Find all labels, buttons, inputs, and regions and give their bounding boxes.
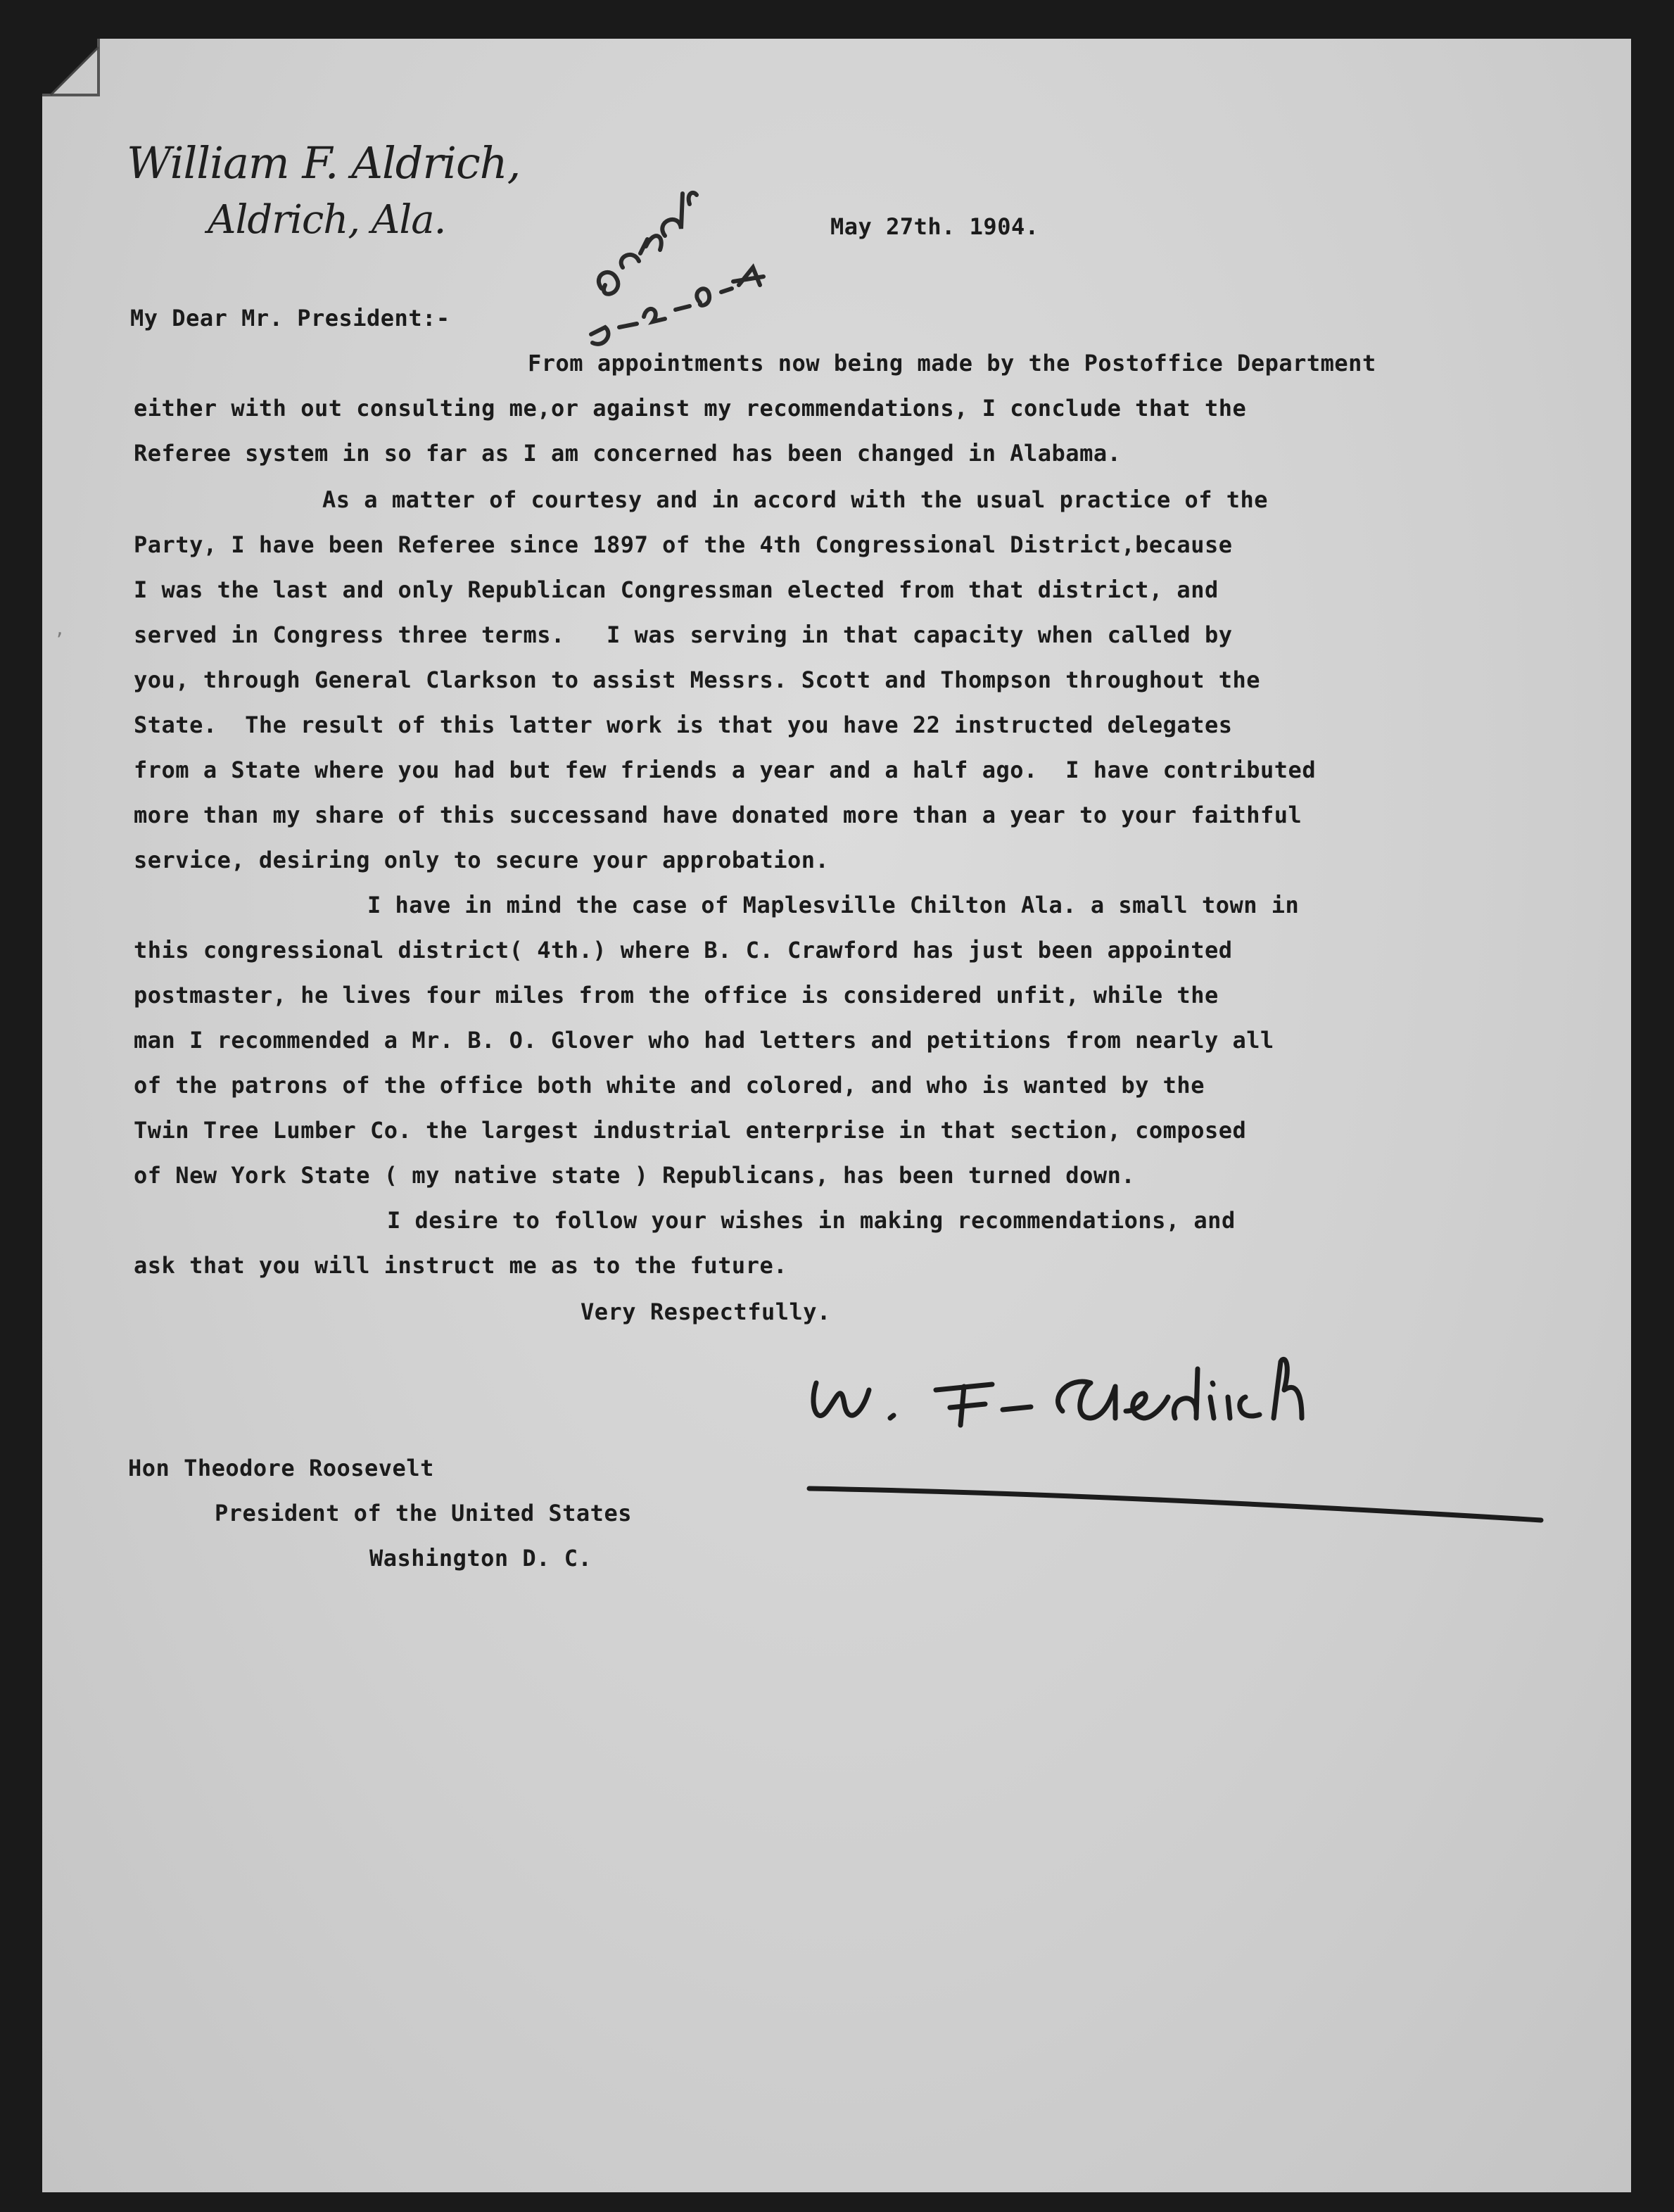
handwritten-notation xyxy=(549,123,788,348)
letterhead-name: William F. Aldrich, xyxy=(127,137,521,189)
salutation: My Dear Mr. President:- xyxy=(130,305,450,331)
addressee-line: President of the United States xyxy=(215,1500,632,1527)
body-line: man I recommended a Mr. B. O. Glover who had letters and petitions from nearly all xyxy=(134,1027,1274,1054)
body-line: From appointments now being made by the Postoffice Department xyxy=(528,350,1376,377)
closing: Very Respectfully. xyxy=(581,1298,831,1325)
addressee-line: Washington D. C. xyxy=(369,1545,592,1572)
body-line: this congressional district( 4th.) where B. C. Crawford has just been appointed xyxy=(134,937,1233,963)
date-line: May 27th. 1904. xyxy=(830,213,1039,240)
body-line: more than my share of this successand have donated more than a year to your faithful xyxy=(134,802,1302,828)
body-line: from a State where you had but few friends a year and a half ago. I have contributed xyxy=(134,757,1317,783)
addressee-line: Hon Theodore Roosevelt xyxy=(128,1455,434,1481)
body-line: ask that you will instruct me as to the future. xyxy=(134,1252,787,1279)
body-line: of New York State ( my native state ) Republicans, has been turned down. xyxy=(134,1162,1136,1189)
body-line: served in Congress three terms. I was serving in that capacity when called by xyxy=(134,621,1233,648)
body-line: State. The result of this latter work is that you have 22 instructed delegates xyxy=(134,712,1233,738)
body-line: Party, I have been Referee since 1897 of the 4th Congressional District,because xyxy=(134,531,1233,558)
body-line: Referee system in so far as I am concerned has been changed in Alabama. xyxy=(134,440,1122,467)
letter-page xyxy=(42,39,1631,2192)
body-line: As a matter of courtesy and in accord with the usual practice of the xyxy=(322,486,1269,513)
body-line: of the patrons of the office both white and colored, and who is wanted by the xyxy=(134,1072,1205,1099)
letterhead-place: Aldrich, Ala. xyxy=(208,197,446,243)
body-line: service, desiring only to secure your approbation. xyxy=(134,847,830,873)
margin-mark: , xyxy=(56,616,63,640)
body-line: postmaster, he lives four miles from the office is considered unfit, while the xyxy=(134,982,1219,1009)
body-line: I have in mind the case of Maplesville Chilton Ala. a small town in xyxy=(367,892,1300,918)
body-line: you, through General Clarkson to assist Messrs. Scott and Thompson throughout the xyxy=(134,666,1261,693)
body-line: I was the last and only Republican Congressman elected from that district, and xyxy=(134,576,1219,603)
handwritten-signature xyxy=(760,1320,1604,1531)
folded-corner xyxy=(42,39,106,102)
body-line: either with out consulting me,or against my recommendations, I conclude that the xyxy=(134,395,1247,422)
body-line: Twin Tree Lumber Co. the largest industrial enterprise in that section, composed xyxy=(134,1117,1247,1144)
body-line: I desire to follow your wishes in making recommendations, and xyxy=(387,1207,1236,1234)
